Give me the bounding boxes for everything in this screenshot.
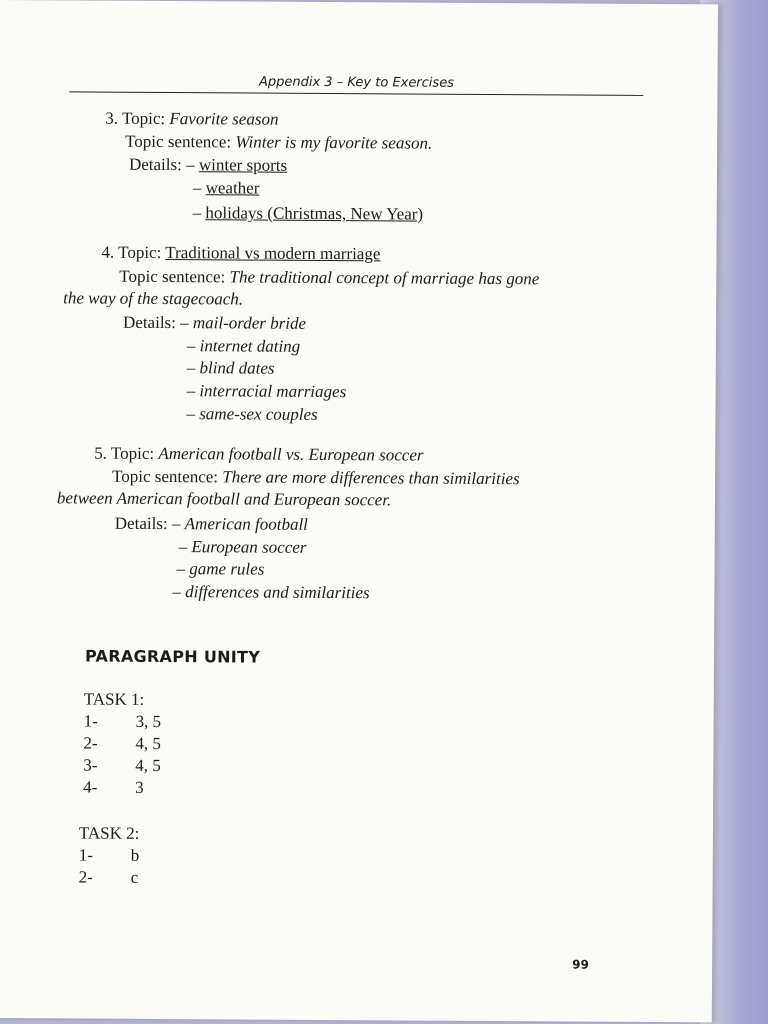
- task-1-row-4-num: 4-: [83, 777, 98, 797]
- topic-5-detail-2: European soccer: [191, 537, 307, 557]
- task-1-title: TASK 1:: [83, 689, 145, 709]
- topic-4-sentence-text-1: The traditional concept of marriage has gone: [229, 267, 540, 289]
- topic-3-detail-row-2: – weather: [192, 178, 260, 198]
- topic-3-sentence-text: Winter is my favorite season.: [235, 132, 433, 153]
- topic-5-detail-row-4: – differences and similarities: [172, 582, 370, 603]
- task-2-row: [79, 866, 140, 888]
- topic-3-detail-row-3: – holidays (Christmas, New Year): [192, 203, 424, 224]
- topic-5-detail-row-2: – European soccer: [178, 537, 307, 557]
- task-2-row-2-answer: c: [130, 867, 139, 887]
- page-header: Appendix 3 – Key to Exercises: [69, 73, 643, 96]
- topic-3-title: Favorite season: [169, 109, 279, 129]
- topic-5: [94, 444, 423, 466]
- topic-5-detail-4: differences and similarities: [185, 582, 370, 603]
- task-1-row-2-num: 2-: [83, 733, 98, 753]
- topic-4-title: Traditional vs modern marriage: [165, 243, 381, 264]
- topic-4-sentence-label: Topic sentence:: [119, 266, 226, 287]
- topic-5-detail-3: game rules: [189, 559, 265, 579]
- topic-4-detail-1: mail-order bride: [192, 313, 307, 333]
- topic-4-detail-row-4: – interracial marriages: [186, 381, 347, 402]
- topic-5-sentence-label: Topic sentence:: [112, 466, 219, 487]
- topic-5-sentence-text-1: There are more differences than similarities: [222, 467, 520, 489]
- topic-3-sentence: [125, 132, 432, 154]
- topic-5-label: 5. Topic:: [94, 443, 155, 463]
- task-1-row-1-answer: 3, 5: [135, 711, 162, 731]
- task-1-row-3-answer: 4, 5: [135, 755, 161, 775]
- task-2-row-2-num: 2-: [78, 867, 93, 887]
- topic-4-sentence-text-2: the way of the stagecoach.: [63, 288, 244, 309]
- topic-4-detail-row-3: – blind dates: [186, 358, 275, 378]
- task-1-row: [83, 733, 161, 755]
- task-2-row: [79, 844, 140, 866]
- section-heading: PARAGRAPH UNITY: [84, 646, 261, 667]
- topic-4-detail-5: same-sex couples: [199, 404, 318, 424]
- topic-5-sentence: [112, 467, 520, 489]
- task-1-row: [83, 777, 161, 799]
- topic-4-detail-3: blind dates: [199, 358, 275, 378]
- topic-4-detail-2: internet dating: [199, 336, 301, 356]
- topic-4-details-label: Details: –: [122, 312, 189, 333]
- topic-3-detail-2: weather: [205, 178, 260, 198]
- task-1-row-3-num: 3-: [83, 755, 98, 775]
- topic-4: [101, 243, 380, 265]
- topic-3-sentence-label: Topic sentence:: [125, 131, 232, 152]
- task-1-row-4-answer: 3: [135, 777, 144, 797]
- topic-5-sentence-text-2: between American football and European soccer.: [56, 488, 392, 510]
- topic-5-details: [115, 514, 308, 535]
- topic-5-title: American football vs. European soccer: [158, 443, 424, 465]
- topic-4-label: 4. Topic:: [101, 242, 162, 262]
- topic-4-sentence: [119, 267, 539, 290]
- task-2: [79, 822, 140, 888]
- topic-3-detail-3: holidays (Christmas, New Year): [205, 203, 424, 224]
- topic-4-detail-row-5: – same-sex couples: [186, 404, 318, 424]
- topic-5-detail-1: American football: [184, 514, 308, 534]
- task-2-title: TASK 2:: [78, 823, 140, 843]
- topic-5-details-label: Details: –: [114, 513, 181, 534]
- task-1-row: [83, 755, 161, 777]
- topic-4-details: [123, 313, 306, 334]
- topic-3-details: [129, 155, 287, 176]
- topic-3: [105, 109, 278, 130]
- task-1: [83, 689, 161, 799]
- topic-4-detail-row-2: – internet dating: [186, 336, 301, 356]
- topic-5-detail-row-3: – game rules: [176, 559, 265, 579]
- task-2-row-1-answer: b: [130, 845, 140, 865]
- topic-3-detail-1: winter sports: [198, 155, 288, 175]
- task-1-row: [84, 711, 162, 733]
- topic-3-details-label: Details: –: [128, 154, 195, 175]
- page-number: 99: [572, 957, 589, 972]
- topic-4-detail-4: interracial marriages: [199, 381, 347, 402]
- task-1-row-2-answer: 4, 5: [135, 733, 162, 753]
- task-2-row-1-num: 1-: [78, 845, 94, 865]
- task-1-row-1-num: 1-: [83, 711, 98, 731]
- topic-3-label: 3. Topic:: [105, 108, 166, 129]
